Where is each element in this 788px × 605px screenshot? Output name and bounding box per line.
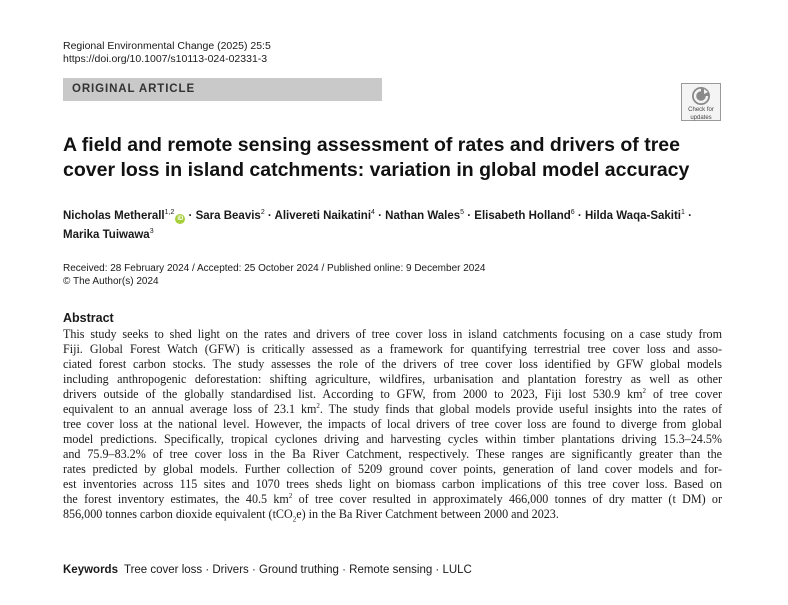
author-affiliation: 3 [149, 227, 154, 235]
keywords-label: Keywords [63, 564, 118, 576]
title-line-1: A field and remote sensing assessment of rates and drivers of tree [63, 134, 680, 156]
abstract-line [63, 507, 722, 522]
abstract-line [63, 402, 722, 417]
abstract-text: equivalent to an annual average loss of 23.1 km [63, 402, 317, 416]
author-affiliation: 5 [460, 209, 465, 216]
journal-info [63, 40, 271, 66]
abstract-line: tree cover loss at the national level. However, the impacts of local drivers of tree cover loss are found to diverge from global [63, 417, 722, 431]
superscript: 2 [316, 401, 320, 410]
author-name[interactable]: Hilda Waqa-Sakiti [584, 209, 682, 222]
author-name[interactable]: Nicholas Metherall [63, 209, 165, 222]
author-name[interactable]: Alivereti Naikatini [274, 209, 372, 222]
doi-link[interactable]: https://doi.org/10.1007/s10113-024-02331-3 [63, 53, 268, 65]
abstract-line: Fiji. Global Forest Watch (GFW) is critically assessed as a framework for quantifying terrestrial tree cover loss and asso- [63, 342, 722, 356]
author-affiliation: 6 [570, 209, 575, 216]
author-affiliation: 1 [681, 209, 685, 216]
abstract-text: drivers outside of the globally standardised list. According to GFW, from 2000 to 2023, Fiji lost 530.9 km [63, 387, 643, 401]
abstract-text: . The study finds that global models provide useful insights into the rates of [319, 402, 722, 416]
title-line-2: cover loss in island catchments: variation in global model accuracy [63, 159, 690, 181]
author-affiliation: 1,2 [164, 209, 175, 216]
keywords-list: Tree cover loss · Drivers · Ground truthing · Remote sensing · LULC [123, 564, 472, 576]
copyright-notice: © The Author(s) 2024 [63, 276, 159, 287]
author-list: Nicholas Metherall$^{1,2}$iD · Sara Beavis$^2$ · Alivereti Naikatini$^4$ · Nathan Wales$^5$ · Elisabeth Holland$^6$ · Hilda Waqa-Sakiti$^1$ · Marika Tuiwawa$^3$ [63, 209, 692, 241]
abstract-text: of tree cover [646, 387, 723, 401]
abstract-text: e) in the Ba River Catchment between 2000 and 2023. [296, 507, 559, 521]
author-name[interactable]: Nathan Wales [385, 209, 461, 222]
subscript: 2 [292, 515, 297, 524]
abstract-line: est inventories across 115 sites and 1070 trees sheds light on biomass carbon implications of this tree cover loss. Based on [63, 477, 722, 491]
journal-citation: Regional Environmental Change (2025) 25:5 [63, 40, 271, 52]
superscript: 2 [288, 491, 293, 500]
abstract-text: 856,000 tonnes carbon dioxide equivalent (tCO [63, 507, 293, 521]
abstract-body [63, 327, 722, 522]
superscript: 2 [642, 386, 647, 395]
check-for-updates-icon [690, 86, 712, 106]
check-for-updates-label-2: updates [690, 114, 712, 121]
abstract-line: This study seeks to shed light on the rates and drivers of tree cover loss in island catchments focusing on a case study from [63, 327, 722, 341]
history-dates: Received: 28 February 2024 / Accepted: 25 October 2024 / Published online: 9 December 2024 [63, 263, 486, 274]
author-name[interactable]: Sara Beavis [195, 209, 261, 222]
abstract-line [63, 492, 722, 507]
article-title [63, 133, 723, 183]
abstract-line: ciated forest carbon stocks. The study assesses the role of the drivers of tree cover loss identified by GFW global models [63, 357, 722, 371]
author-affiliation: 4 [371, 209, 375, 216]
check-for-updates-badge[interactable] [681, 83, 721, 121]
keywords [63, 563, 472, 577]
author-affiliation: 2 [260, 209, 265, 216]
check-for-updates-label-1: Check for [688, 107, 714, 113]
publication-history [63, 262, 486, 288]
orcid-icon[interactable]: iD [177, 215, 184, 222]
abstract-text: the forest inventory estimates, the 40.5 km [63, 492, 289, 506]
abstract-heading: Abstract [63, 311, 114, 325]
article-type-banner: ORIGINAL ARTICLE [63, 78, 382, 101]
author-name[interactable]: Elisabeth Holland [474, 209, 571, 222]
abstract-line [63, 387, 722, 402]
abstract-line: model predictions. Specifically, tropical cyclones driving and harvesting cycles within timber plantations driving 15.3–24.5% [63, 432, 722, 446]
abstract-text: of tree cover resulted in approximately 466,000 tonnes of dry matter (t DM) or [292, 492, 722, 506]
abstract-line: including anthropogenic deforestation: shifting agriculture, wildfires, urbanisation and plantation forestry as well as other [63, 372, 722, 386]
abstract-line: rates predicted by global models. Further collection of 5209 ground cover points, generation of land cover models and for- [63, 462, 722, 476]
author-name[interactable]: Marika Tuiwawa [63, 228, 150, 241]
abstract-line: and 75.9–83.2% of tree cover loss in the Ba River Catchment, respectively. These ranges are significantly greater than the [63, 447, 722, 461]
